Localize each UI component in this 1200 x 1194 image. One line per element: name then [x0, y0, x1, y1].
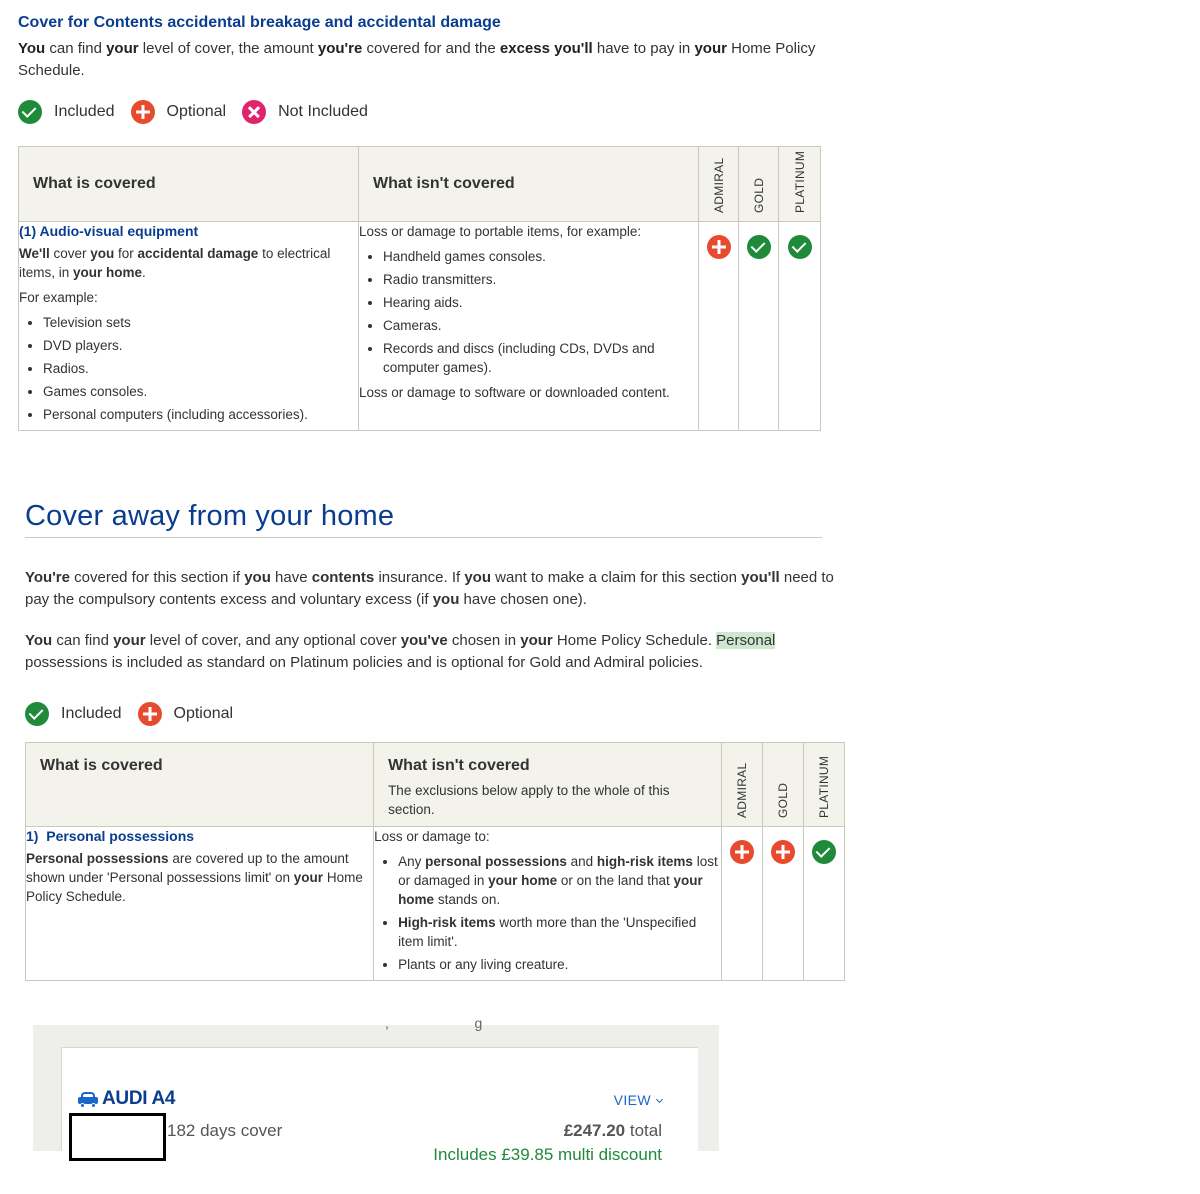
table-row	[19, 222, 821, 431]
total-price: £247.20 total	[563, 1121, 662, 1140]
row-description: Personal possessions are covered up to the amount shown under 'Personal possessions limit' on your Home Policy Schedule.	[26, 851, 363, 904]
optional-icon	[730, 840, 754, 864]
included-icon	[788, 235, 812, 259]
cover-paragraph-1: You're covered for this section if you have contents insurance. If you want to make a claim for this section you'll need to pay the compulsory contents excess and voluntary excess (if you have chosen one).	[25, 569, 834, 608]
row-heading: (1) Audio-visual equipment	[19, 223, 199, 239]
header-tier-admiral: ADMIRAL	[699, 147, 739, 222]
legend-item-included	[25, 702, 122, 726]
header-tier-platinum: PLATINUM	[804, 743, 845, 827]
list-item: • Plants or any living creature.	[398, 955, 721, 974]
cover-away-from-home-section	[25, 500, 834, 975]
list-item: • Television sets	[43, 313, 358, 332]
legend-label: Optional	[166, 103, 227, 120]
header-what-isnt-covered	[374, 743, 722, 827]
tier-gold-cell	[763, 827, 804, 981]
header-tier-gold: GOLD	[763, 743, 804, 827]
not-covered-list	[374, 852, 721, 974]
tier-gold-cell	[739, 222, 779, 431]
list-item: • Cameras.	[383, 316, 698, 335]
legend	[25, 702, 822, 726]
legend-item-not-included	[242, 100, 368, 124]
legend-label: Included	[54, 103, 115, 120]
header-tier-platinum: PLATINUM	[779, 147, 821, 222]
list-item: • Any personal possessions and high-risk items lost or damaged in your home or on the land that your home stands on.	[398, 852, 721, 909]
view-button[interactable]: VIEW	[614, 1092, 662, 1108]
not-included-icon	[242, 100, 266, 124]
row-heading: 1) Personal possessions	[26, 828, 195, 844]
cover-table	[18, 146, 821, 431]
not-covered-intro: Loss or damage to:	[374, 829, 490, 844]
vehicle-quote-card	[61, 1047, 698, 1164]
contents-accidental-damage-section	[18, 10, 820, 447]
multi-discount: Includes £39.85 multi discount	[433, 1145, 662, 1164]
covered-cell	[26, 827, 374, 981]
tier-admiral-cell	[722, 827, 763, 981]
section-title: Cover for Contents accidental breakage and accidental damage	[18, 14, 501, 31]
tier-platinum-cell	[779, 222, 821, 431]
optional-icon	[138, 702, 162, 726]
list-item: • Records and discs (including CDs, DVDs and computer games).	[383, 339, 698, 377]
not-covered-extra: Loss or damage to software or downloaded content.	[359, 385, 670, 400]
list-item: • Radio transmitters.	[383, 270, 698, 289]
not-covered-list	[359, 247, 698, 377]
cover-table	[25, 742, 845, 981]
list-item: • High-risk items worth more than the 'Unspecified item limit'.	[398, 913, 721, 951]
tier-platinum-cell	[804, 827, 845, 981]
list-item: • Radios.	[43, 359, 358, 378]
legend-item-optional	[138, 702, 234, 726]
not-covered-cell	[374, 827, 722, 981]
included-icon	[18, 100, 42, 124]
header-what-is-covered: What is covered	[19, 147, 359, 222]
list-item: • Handheld games consoles.	[383, 247, 698, 266]
header-what-is-covered: What is covered	[26, 743, 374, 827]
vehicle-title	[78, 1088, 175, 1110]
header-tier-admiral: ADMIRAL	[722, 743, 763, 827]
redacted-box	[69, 1113, 166, 1161]
optional-icon	[707, 235, 731, 259]
list-item: • DVD players.	[43, 336, 358, 355]
section-intro: You can find your level of cover, the amount you're covered for and the excess you'll have to pay in your Home Policy Schedule.	[18, 40, 816, 79]
row-description: We'll cover you for accidental damage to electrical items, in your home.	[19, 246, 331, 280]
examples-list	[19, 313, 358, 424]
legend-label: Optional	[173, 705, 234, 722]
header-tier-gold: GOLD	[739, 147, 779, 222]
cover-paragraph-2: You can find your level of cover, and any optional cover you've chosen in your Home Policy Schedule. Personal possessions is included as standard on Platinum policies and is optional for Gold and Admiral policies.	[25, 632, 776, 671]
quote-panel	[33, 1015, 719, 1164]
truncated-text: , g	[385, 1015, 483, 1031]
optional-icon	[771, 840, 795, 864]
list-item: • Personal computers (including accessories).	[43, 405, 358, 424]
table-row	[26, 827, 845, 981]
optional-icon	[131, 100, 155, 124]
header-exclusions-note: The exclusions below apply to the whole of this section.	[388, 783, 670, 817]
list-item: • Hearing aids.	[383, 293, 698, 312]
tier-admiral-cell	[699, 222, 739, 431]
page-title: Cover away from your home	[25, 500, 822, 538]
chevron-down-icon	[656, 1096, 663, 1103]
legend-item-optional	[131, 100, 227, 124]
car-name: AUDI A4	[102, 1088, 176, 1109]
example-label: For example:	[19, 290, 98, 305]
legend-label: Not Included	[278, 103, 368, 120]
included-icon	[747, 235, 771, 259]
not-covered-intro: Loss or damage to portable items, for example:	[359, 224, 642, 239]
list-item: • Games consoles.	[43, 382, 358, 401]
header-what-isnt-covered: What isn't covered	[359, 147, 699, 222]
legend-item-included	[18, 100, 115, 124]
included-icon	[812, 840, 836, 864]
not-covered-cell	[359, 222, 699, 431]
legend-label: Included	[61, 705, 122, 722]
header-what-isnt-covered-label: What isn't covered	[388, 757, 530, 774]
covered-cell	[19, 222, 359, 431]
cover-duration: 182 days cover	[167, 1121, 283, 1140]
car-icon	[78, 1091, 98, 1107]
legend	[18, 100, 820, 124]
included-icon	[25, 702, 49, 726]
